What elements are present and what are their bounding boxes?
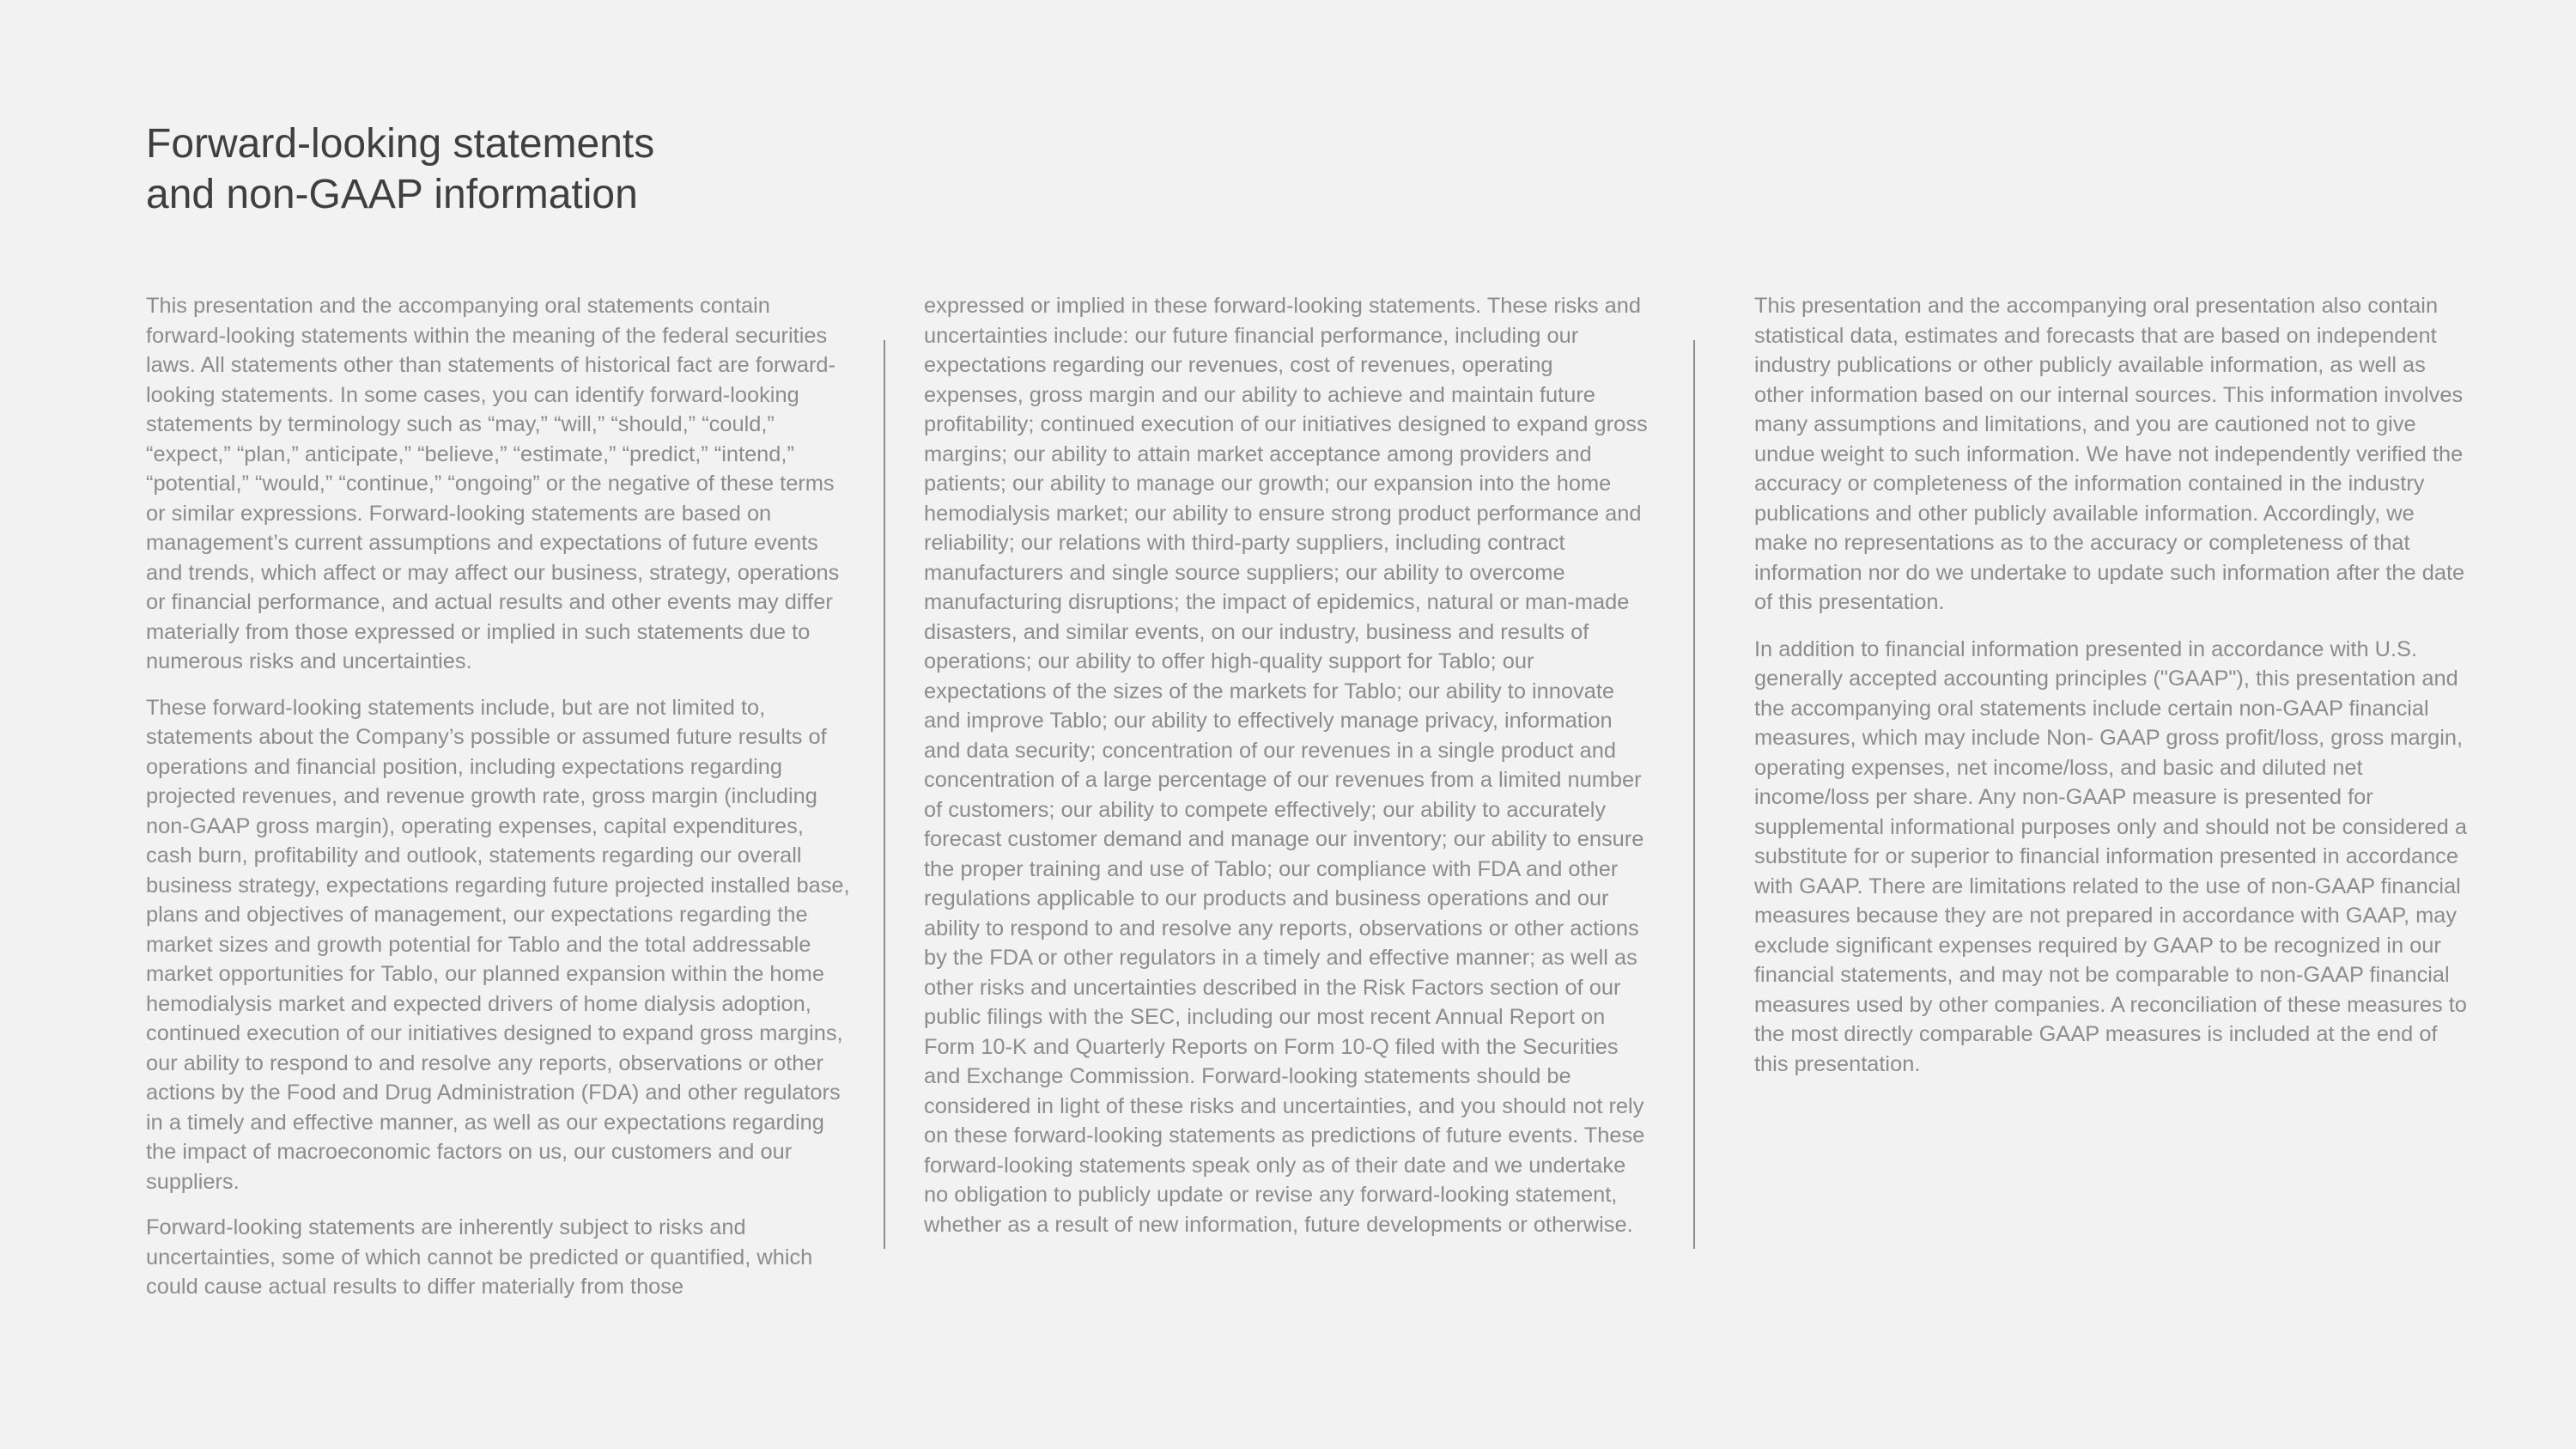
- paragraph: This presentation and the accompanying oral presentation also contain statistical data, estimates and forecasts that are based on independent industry publications or other publicly available information, as well as other information based on our internal sources. This information involves many assumptions and limitations, and you are cautioned not to give undue weight to such information. We have not independently verified the accuracy or completeness of the information contained in the industry publications and other publicly available information. Accordingly, we make no representations as to the accuracy or completeness of that information nor do we undertake to update such information after the date of this presentation.: [1754, 294, 2465, 614]
- column-divider: [884, 340, 885, 1249]
- left-text-column: [146, 291, 852, 1302]
- page-title-line-2: and non-GAAP information: [146, 172, 638, 217]
- paragraph: In addition to financial information presented in accordance with U.S. generally accepted accounting principles ("GAAP"), this presentation and the accompanying oral statements include certain non-GAAP financial measures, which may include Non- GAAP gross profit/loss, gross margin, operating expenses, net income/loss, and basic and diluted net income/loss per share. Any non-GAAP measure is presented for supplemental informational purposes only and should not be considered a substitute for or superior to financial information presented in accordance with GAAP. There are limitations related to the use of non-GAAP financial measures because they are not prepared in accordance with GAAP, may exclude significant expenses required by GAAP to be recognized in our financial statements, and may not be comparable to non-GAAP financial measures used by other companies. A reconciliation of these measures to the most directly comparable GAAP measures is included at the end of this presentation.: [1754, 636, 2467, 1076]
- page-title: [146, 119, 654, 220]
- paragraph: This presentation and the accompanying oral statements contain forward-looking statements within the meaning of the federal securities laws. All statements other than statements of historical fact are forward-looking statements. In some cases, you can identify forward-looking statements by terminology such as “may,” “will,” “should,” “could,” “expect,” “plan,” anticipate,” “believe,” “estimate,” “predict,” “intend,” “potential,” “would,” “continue,” “ongoing” or the negative of these terms or similar expressions. Forward-looking statements are based on management’s current assumptions and expectations of future events and trends, which affect or may affect our business, strategy, operations or financial performance, and actual results and other events may differ materially from those expressed or implied in such statements due to numerous risks and uncertainties.: [146, 294, 840, 673]
- paragraph: expressed or implied in these forward-looking statements. These risks and uncertainties include: our future financial performance, including our expectations regarding our revenues, cost of revenues, operating expenses, gross margin and our ability to achieve and maintain future profitability; continued execution of our initiatives designed to expand gross margins; our ability to attain market acceptance among providers and patients; our ability to manage our growth; our expansion into the home hemodialysis market; our ability to ensure strong product performance and reliability; our relations with third-party suppliers, including contract manufacturers and single source suppliers; our ability to overcome manufacturing disruptions; the impact of epidemics, natural or man-made disasters, and similar events, on our industry, business and results of operations; our ability to offer high-quality support for Tablo; our expectations of the sizes of the markets for Tablo; our ability to innovate and improve Tablo; our ability to effectively manage privacy, information and data security; concentration of our revenues in a single product and concentration of a large percentage of our revenues from a limited number of customers; our ability to compete effectively; our ability to accurately forecast customer demand and manage our inventory; our ability to ensure the proper training and use of Tablo; our compliance with FDA and other regulations applicable to our products and business operations and our ability to respond to and resolve any reports, observations or other actions by the FDA or other regulators in a timely and effective manner; as well as other risks and uncertainties described in the Risk Factors section of our public filings with the SEC, including our most recent Annual Report on Form 10-K and Quarterly Reports on Form 10-Q filed with the Securities and Exchange Commission. Forward-looking statements should be considered in light of these risks and uncertainties, and you should not rely on these forward-looking statements as predictions of future events. These forward-looking statements speak only as of their date and we undertake no obligation to publicly update or revise any forward-looking statement, whether as a result of new information, future developments or otherwise.: [924, 294, 1648, 1237]
- paragraph: These forward-looking statements include, but are not limited to, statements about the Company’s possible or assumed future results of operations and financial position, including expectations regarding projected revenues, and revenue growth rate, gross margin (including non-GAAP gross margin), operating expenses, capital expenditures, cash burn, profitability and outlook, statements regarding our overall business strategy, expectations regarding future projected installed base, plans and objectives of management, our expectations regarding the market sizes and growth potential for Tablo and the total addressable market opportunities for Tablo, our planned expansion within the home hemodialysis market and expected drivers of home dialysis adoption, continued execution of our initiatives designed to expand gross margins, our ability to respond to and resolve any reports, observations or other actions by the Food and Drug Administration (FDA) and other regulators in a timely and effective manner, as well as our expectations regarding the impact of macroeconomic factors on us, our customers and our suppliers.: [146, 695, 850, 1194]
- right-text-column: [1754, 291, 2467, 1079]
- middle-text-column: [924, 291, 1652, 1239]
- paragraph: Forward-looking statements are inherently subject to risks and uncertainties, some of which cannot be predicted or quantified, which could cause actual results to differ materially from those: [146, 1215, 813, 1299]
- column-divider: [1693, 340, 1695, 1249]
- page-title-line-1: Forward-looking statements: [146, 121, 655, 167]
